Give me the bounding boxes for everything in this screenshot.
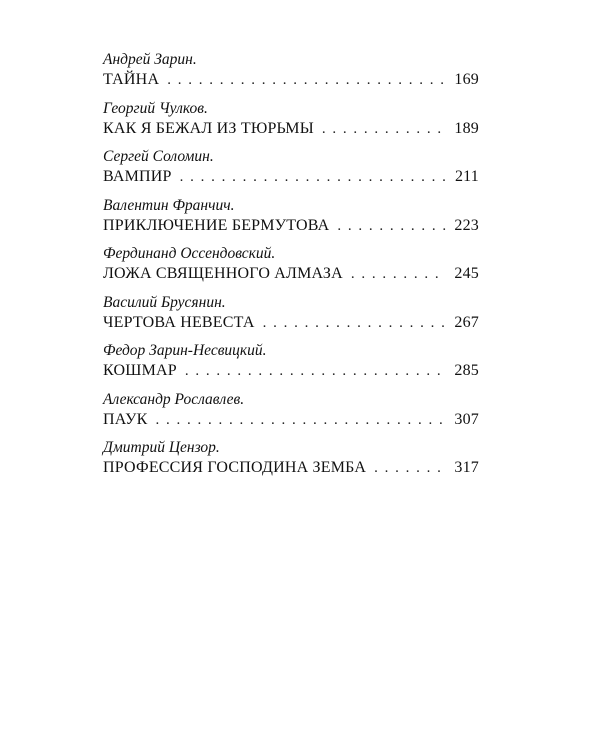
toc-title: ЛОЖА СВЯЩЕННОГО АЛМАЗА xyxy=(103,265,343,282)
dot-leader xyxy=(156,409,447,431)
dot-leader xyxy=(351,263,447,285)
toc-title: ТАЙНА xyxy=(103,71,160,88)
dot-leader xyxy=(185,360,447,382)
toc-author: Федор Зарин-Несвицкий. xyxy=(103,342,267,359)
toc-entry xyxy=(103,196,479,245)
toc-author: Василий Брусянин. xyxy=(103,293,226,311)
toc-entry xyxy=(103,99,479,148)
toc-title-line xyxy=(103,118,479,140)
toc-page-number: 169 xyxy=(454,71,479,88)
toc-page-number: 189 xyxy=(454,119,479,137)
toc-author: Дмитрий Цензор. xyxy=(103,439,220,456)
dot-leader xyxy=(337,215,446,237)
toc-title: КОШМАР xyxy=(103,362,177,379)
toc-page-number: 211 xyxy=(454,168,479,185)
toc-entry xyxy=(103,50,479,99)
toc-entry xyxy=(103,341,479,390)
toc-entry xyxy=(103,293,479,342)
dot-leader xyxy=(167,69,446,91)
dot-leader xyxy=(180,166,447,188)
toc-title: КАК Я БЕЖАЛ ИЗ ТЮРЬМЫ xyxy=(103,119,314,137)
toc-author: Георгий Чулков. xyxy=(103,99,208,117)
toc-title: ЧЕРТОВА НЕВЕСТА xyxy=(103,313,255,331)
toc-page-number: 285 xyxy=(454,362,479,379)
toc-author: Фердинанд Оссендовский. xyxy=(103,245,276,262)
toc-entry xyxy=(103,244,479,293)
toc-page-number: 245 xyxy=(454,265,479,282)
toc-author: Валентин Франчич. xyxy=(103,196,235,214)
dot-leader xyxy=(322,118,447,140)
toc-title: ВАМПИР xyxy=(103,168,172,185)
table-of-contents xyxy=(103,50,479,487)
toc-entry xyxy=(103,147,479,196)
toc-page-number: 223 xyxy=(454,216,479,234)
toc-title-line xyxy=(103,360,479,382)
toc-title-line xyxy=(103,409,479,431)
toc-entry xyxy=(103,438,479,487)
toc-page-number: 317 xyxy=(454,459,479,476)
toc-title-line xyxy=(103,69,479,91)
toc-entry xyxy=(103,390,479,439)
toc-author: Александр Рославлев. xyxy=(103,390,245,408)
toc-title: ПАУК xyxy=(103,410,148,428)
toc-page-number: 267 xyxy=(454,313,479,331)
toc-title: ПРОФЕССИЯ ГОСПОДИНА ЗЕМБА xyxy=(103,459,367,476)
toc-title-line xyxy=(103,263,479,285)
dot-leader xyxy=(374,457,446,479)
toc-author: Андрей Зарин. xyxy=(103,51,197,68)
toc-title-line xyxy=(103,312,479,334)
toc-title-line xyxy=(103,166,479,188)
toc-author: Сергей Соломин. xyxy=(103,148,214,165)
toc-title-line xyxy=(103,215,479,237)
toc-page-number: 307 xyxy=(454,410,479,428)
toc-title: ПРИКЛЮЧЕНИЕ БЕРМУТОВА xyxy=(103,216,330,234)
dot-leader xyxy=(263,312,447,334)
toc-title-line xyxy=(103,457,479,479)
